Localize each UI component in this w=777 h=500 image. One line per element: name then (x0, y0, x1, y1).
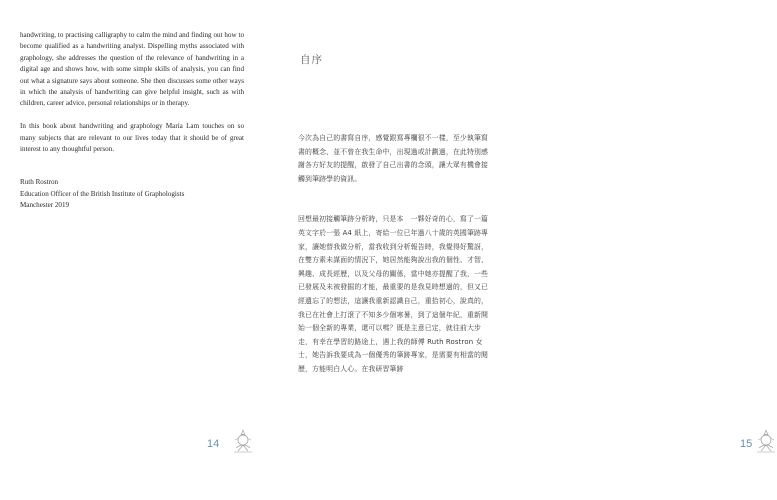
emblem-icon (232, 428, 254, 454)
right-page (260, 0, 753, 500)
signature-name: Ruth Rostron (20, 178, 59, 187)
emblem-icon (755, 428, 777, 454)
paragraph: 回想最初接觸筆跡分析時，只是本 一夥好奇的心，寫了一篇英文字於一張 A4 紙上，寄給一位已年過八十歲的英國筆跡專家，讓她替我做分析，當我收到分析報告時，我覺得好驚訝，在雙方素未謀面的情況下，她居然能夠說出我的個性、才智、興趣、成長經歷，以及父母的關係，當中她亦提醒了我，一些已發展及未被發掘的才能，最重要的是我見時想過的，但又已經遺忘了的想法，這讓我重新認識自己，重拾初心，說真的，我已在社會上打滾了不知多少個寒暑，到了這個年紀，重新開始一個全新的專業，還可以嗎？既是主意已定，就往前大步走，有幸在學習的路途上，遇上我的師傅 Ruth Rostron 女士，她告訴我要成為一個優秀的筆跡專家，是需要有相當的閱歷，方能明白人心。在我研習筆跡 (298, 215, 489, 373)
signature-place-date: Manchester 2019 (20, 201, 70, 210)
chinese-body (298, 132, 494, 377)
paragraph: In this book about handwriting and graphology Maria Lam touches on so many subjects that are relevant to our lives today that it should be of great interest to any thoughtful person. (20, 122, 244, 154)
signature-role: Education Officer of the British Institute of Graphologists (20, 189, 185, 198)
english-body (20, 30, 244, 212)
preface-title: 自序 (300, 54, 323, 66)
paragraph: handwriting, to practising calligraphy to calm the mind and finding out how to become qualified as a handwriting analyst. Dispelling myths associated with graphology, she addresses the question of the relevance of handwriting in a digital age and shows how, with some simple skills of analysis, you can find out what a signature says about someone. She then discusses some other ways in which the analysis of handwriting can give helpful insight, such as with children, career advice, personal relationships or in therapy. (20, 31, 244, 108)
paragraph: 今次為自己的書寫自序，感覺跟寫專欄很不一樣，至少執筆寫書的概念，並不曾在我生命中，出現過或計劃過，在此特別感謝各方好友的提醒，啟發了自己出書的念頭，讓大眾有機會接觸到筆跡學的資訊。 (298, 134, 489, 183)
left-page (0, 0, 260, 500)
signature-block (20, 177, 244, 211)
page-number-left: 14 (207, 438, 220, 450)
page-number-right: 15 (740, 438, 753, 450)
